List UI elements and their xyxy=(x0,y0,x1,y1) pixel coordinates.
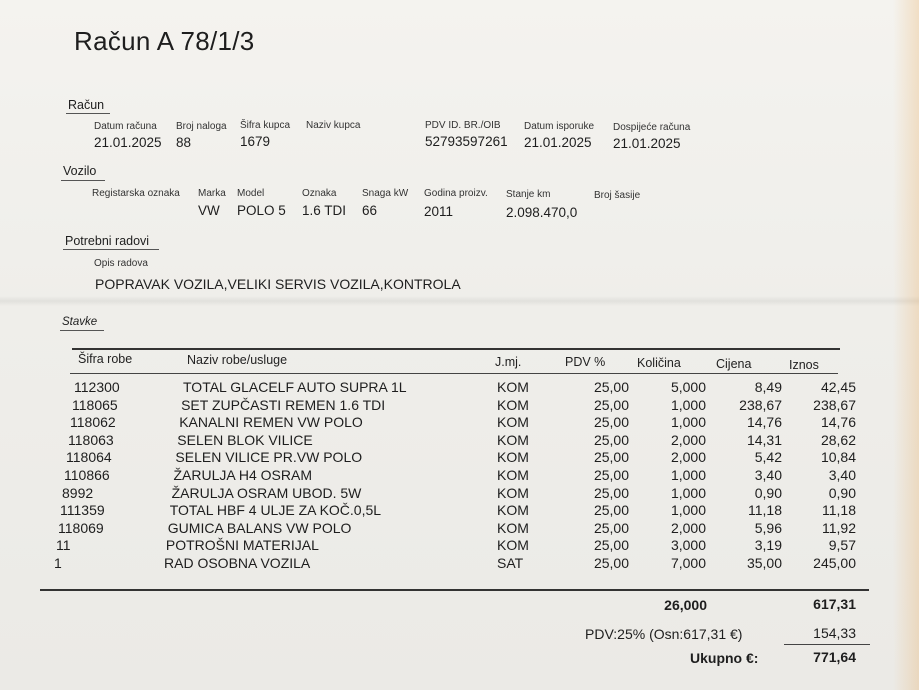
cell-kolicina: 1,000 xyxy=(670,484,706,501)
section-stavke-heading: Stavke xyxy=(62,316,98,328)
cell-naziv: KANALNI REMEN VW POLO xyxy=(179,414,363,431)
label-model: Model xyxy=(237,188,265,199)
cell-pdv: 25,00 xyxy=(593,467,629,483)
cell-naziv: ŽARULJA H4 OSRAM xyxy=(173,467,312,483)
value-datum-racuna: 21.01.2025 xyxy=(94,135,162,150)
pdv-value: 154,33 xyxy=(813,625,856,641)
cell-naziv: POTROŠNI MATERIJAL xyxy=(165,537,319,554)
value-godina: 2011 xyxy=(424,204,454,219)
label-marka: Marka xyxy=(198,188,226,199)
cell-cijena: 35,00 xyxy=(746,555,782,571)
cell-kolicina: 2,000 xyxy=(670,519,706,536)
cell-sifra: 118065 xyxy=(72,396,118,413)
cell-iznos: 28,62 xyxy=(820,431,856,448)
pdv-label: PDV:25% (Osn:617,31 €) xyxy=(585,626,743,642)
invoice-title: Račun A 78/1/3 xyxy=(74,26,255,56)
cell-naziv: ŽARULJA OSRAM UBOD. 5W xyxy=(171,484,362,501)
cell-jmj: KOM xyxy=(497,449,529,466)
label-opis-radova: Opis radova xyxy=(94,258,148,269)
cell-naziv: RAD OSOBNA VOZILA xyxy=(164,555,311,571)
ukupno-label: Ukupno €: xyxy=(690,650,759,666)
value-datum-isporuke: 21.01.2025 xyxy=(524,135,592,150)
value-model: POLO 5 xyxy=(237,203,286,218)
cell-jmj: SAT xyxy=(497,555,524,571)
cell-cijena: 5,96 xyxy=(754,519,782,536)
value-marka: VW xyxy=(198,203,220,218)
cell-naziv: TOTAL GLACELF AUTO SUPRA 1L xyxy=(183,379,407,395)
section-radovi-underline xyxy=(63,249,159,250)
cell-kolicina: 1,000 xyxy=(670,467,706,483)
cell-pdv: 25,00 xyxy=(593,396,629,413)
cell-sifra: 8992 xyxy=(62,484,94,501)
label-sasija: Broj šasije xyxy=(594,190,641,201)
cell-pdv: 25,00 xyxy=(593,484,629,501)
cell-cijena: 14,31 xyxy=(746,431,782,448)
cell-pdv: 25,00 xyxy=(593,555,629,571)
cell-iznos: 11,92 xyxy=(822,519,856,536)
col-header-iznos: Iznos xyxy=(789,358,819,372)
cell-kolicina: 5,000 xyxy=(670,379,706,395)
pdv-underline xyxy=(784,644,870,645)
cell-kolicina: 1,000 xyxy=(670,502,706,519)
section-racun-heading: Račun xyxy=(68,98,105,112)
value-opis-radova: POPRAVAK VOZILA,VELIKI SERVIS VOZILA,KONTROLA xyxy=(95,276,461,292)
cell-pdv: 25,00 xyxy=(593,519,629,536)
cell-jmj: KOM xyxy=(497,537,529,554)
cell-cijena: 8,49 xyxy=(754,379,782,395)
col-header-cijena: Cijena xyxy=(716,357,752,371)
section-stavke-underline xyxy=(60,330,104,331)
cell-sifra: 111359 xyxy=(60,502,105,519)
cell-jmj: KOM xyxy=(497,414,529,431)
section-radovi-heading: Potrebni radovi xyxy=(65,234,150,248)
section-racun-underline xyxy=(66,113,110,114)
cell-kolicina: 7,000 xyxy=(670,555,706,571)
label-naziv-kupca: Naziv kupca xyxy=(306,120,361,131)
cell-pdv: 25,00 xyxy=(593,379,629,395)
col-header-jmj: J.mj. xyxy=(495,355,522,369)
value-oznaka: 1.6 TDI xyxy=(302,203,347,218)
value-stanje: 2.098.470,0 xyxy=(506,205,578,220)
background-edge xyxy=(893,0,919,690)
cell-iznos: 3,40 xyxy=(828,467,856,483)
label-stanje: Stanje km xyxy=(506,189,551,200)
cell-cijena: 238,67 xyxy=(739,396,782,413)
label-datum-isporuke: Datum isporuke xyxy=(524,121,595,132)
value-dospijece: 21.01.2025 xyxy=(613,136,681,151)
cell-cijena: 14,76 xyxy=(746,414,782,431)
cell-iznos: 245,00 xyxy=(813,555,856,571)
cell-sifra: 1 xyxy=(54,555,62,571)
table-top-rule xyxy=(72,348,840,350)
cell-kolicina: 1,000 xyxy=(670,396,706,413)
col-header-naziv: Naziv robe/usluge xyxy=(187,353,288,367)
cell-iznos: 14,76 xyxy=(820,414,856,431)
cell-jmj: KOM xyxy=(497,519,529,536)
label-registarska: Registarska oznaka xyxy=(92,188,180,199)
cell-pdv: 25,00 xyxy=(593,449,629,466)
label-broj-naloga: Broj naloga xyxy=(176,121,227,132)
col-header-sifra: Šifra robe xyxy=(78,352,133,366)
cell-pdv: 25,00 xyxy=(593,502,629,519)
cell-cijena: 0,90 xyxy=(754,484,782,501)
table-header-rule xyxy=(70,373,838,374)
total-kolicina: 26,000 xyxy=(664,597,707,613)
cell-naziv: SELEN BLOK VILICE xyxy=(177,431,313,448)
cell-iznos: 9,57 xyxy=(828,537,856,554)
value-broj-naloga: 88 xyxy=(176,135,192,150)
cell-sifra: 118069 xyxy=(58,519,104,536)
section-vozilo-underline xyxy=(61,180,105,181)
cell-sifra: 112300 xyxy=(74,379,120,395)
cell-iznos: 238,67 xyxy=(813,396,856,413)
label-sifra-kupca: Šifra kupca xyxy=(240,120,291,131)
col-header-kolicina: Količina xyxy=(637,356,681,370)
cell-jmj: KOM xyxy=(497,467,529,483)
table-bottom-rule xyxy=(40,589,869,591)
cell-sifra: 118063 xyxy=(68,431,114,448)
cell-pdv: 25,00 xyxy=(593,537,629,554)
cell-pdv: 25,00 xyxy=(593,414,629,431)
cell-cijena: 11,18 xyxy=(748,502,782,519)
cell-kolicina: 1,000 xyxy=(670,414,706,431)
label-dospijece: Dospijeće računa xyxy=(613,122,691,133)
value-pdv-id: 52793597261 xyxy=(425,134,508,149)
cell-pdv: 25,00 xyxy=(593,431,629,448)
cell-iznos: 10,84 xyxy=(820,449,856,466)
label-oznaka: Oznaka xyxy=(302,188,337,199)
cell-jmj: KOM xyxy=(497,484,529,501)
cell-naziv: SELEN VILICE PR.VW POLO xyxy=(175,449,363,466)
section-vozilo-heading: Vozilo xyxy=(63,164,97,178)
label-pdv-id: PDV ID. BR./OIB xyxy=(425,120,501,131)
cell-sifra: 118064 xyxy=(66,449,112,466)
cell-sifra: 11 xyxy=(56,537,71,554)
label-snaga: Snaga kW xyxy=(362,188,409,199)
cell-jmj: KOM xyxy=(497,502,529,519)
total-iznos: 617,31 xyxy=(813,596,856,612)
value-snaga: 66 xyxy=(362,203,378,218)
cell-kolicina: 2,000 xyxy=(670,431,706,448)
cell-iznos: 42,45 xyxy=(820,379,856,395)
cell-cijena: 3,19 xyxy=(754,537,782,554)
cell-jmj: KOM xyxy=(497,379,529,395)
cell-kolicina: 3,000 xyxy=(670,537,706,554)
label-datum-racuna: Datum računa xyxy=(94,121,157,132)
value-sifra-kupca: 1679 xyxy=(240,134,271,149)
label-godina: Godina proizv. xyxy=(424,188,488,199)
cell-kolicina: 2,000 xyxy=(670,449,706,466)
cell-naziv: SET ZUPČASTI REMEN 1.6 TDI xyxy=(181,396,386,413)
cell-jmj: KOM xyxy=(497,431,529,448)
cell-naziv: TOTAL HBF 4 ULJE ZA KOČ.0,5L xyxy=(169,502,382,519)
cell-cijena: 3,40 xyxy=(754,467,782,483)
cell-jmj: KOM xyxy=(497,396,529,413)
cell-sifra: 118062 xyxy=(70,414,116,431)
col-header-pdv: PDV % xyxy=(565,355,606,369)
cell-sifra: 110866 xyxy=(64,467,110,483)
ukupno-value: 771,64 xyxy=(813,649,856,665)
cell-cijena: 5,42 xyxy=(754,449,782,466)
cell-naziv: GUMICA BALANS VW POLO xyxy=(167,519,352,536)
cell-iznos: 0,90 xyxy=(828,484,856,501)
cell-iznos: 11,18 xyxy=(822,502,856,519)
paper-fold xyxy=(0,296,919,306)
